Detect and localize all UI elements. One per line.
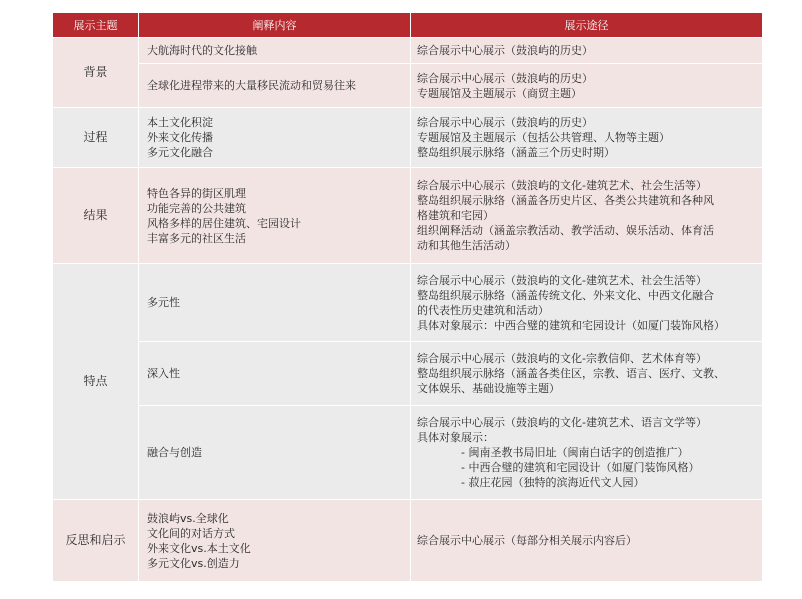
content-line: 风格多样的居住建筑、宅园设计	[147, 216, 301, 230]
channel-cell	[411, 500, 763, 582]
table-row	[53, 108, 763, 168]
channel-line: 格建筑和宅园）	[417, 209, 494, 222]
channel-line: 综合展示中心展示（每部分相关展示内容后）	[417, 534, 637, 547]
channel-line: 动和其他生活活动）	[417, 239, 516, 252]
header-channel: 展示途径	[411, 13, 763, 38]
content-line: 本土文化积淀	[147, 116, 213, 129]
content-cell	[139, 342, 411, 406]
theme-cell: 特点	[53, 264, 139, 500]
table-row	[53, 500, 763, 582]
channel-line: 综合展示中心展示（鼓浪屿的文化-建筑艺术、社会生活等）	[417, 273, 707, 287]
channel-bullet: - 菽庄花园（独特的滨海近代文人园）	[461, 476, 645, 489]
channel-line: 综合展示中心展示（鼓浪屿的文化-宗教信仰、艺术体育等）	[417, 352, 707, 365]
channel-bullet: - 中西合璧的建筑和宅园设计（如厦门装饰风格）	[461, 461, 700, 474]
content-cell	[139, 108, 411, 168]
channel-line: 整岛组织展示脉络（涵盖传统文化、外来文化、中西文化融合	[417, 288, 714, 302]
content-line: 外来文化vs.本土文化	[147, 541, 251, 555]
channel-line: 专题展馆及主题展示（包括公共管理、人物等主题）	[417, 131, 670, 144]
exhibition-theme-table	[52, 12, 763, 582]
channel-line: 文体娱乐、基础设施等主题）	[417, 382, 560, 395]
channel-line: 综合展示中心展示（鼓浪屿的历史）	[417, 71, 593, 85]
channel-line: 综合展示中心展示（鼓浪屿的文化-建筑艺术、社会生活等）	[417, 179, 707, 192]
channel-cell	[411, 342, 763, 406]
content-line: 外来文化传播	[147, 131, 213, 144]
table-row	[53, 406, 763, 500]
channel-cell	[411, 168, 763, 264]
table-row	[53, 264, 763, 342]
content-cell	[139, 500, 411, 582]
table-row	[53, 64, 763, 108]
channel-cell	[411, 406, 763, 500]
content-line: 丰富多元的社区生活	[147, 231, 246, 245]
channel-line: 具体对象展示：中西合璧的建筑和宅园设计（如厦门装饰风格）	[417, 318, 725, 332]
channel-line: 具体对象展示：	[417, 431, 494, 444]
theme-cell: 结果	[53, 168, 139, 264]
content-line: 特色各异的街区肌理	[147, 186, 246, 200]
channel-cell	[411, 108, 763, 168]
content-line: 文化间的对话方式	[147, 526, 235, 540]
header-theme: 展示主题	[53, 13, 139, 38]
channel-cell	[411, 64, 763, 108]
channel-line: 综合展示中心展示（鼓浪屿的历史）	[417, 116, 593, 129]
content-line: 深入性	[147, 367, 180, 380]
table-row	[53, 342, 763, 406]
channel-line: 整岛组织展示脉络（涵盖各历史片区、各类公共建筑和各种风	[417, 194, 714, 207]
content-line: 功能完善的公共建筑	[147, 201, 246, 215]
content-cell	[139, 168, 411, 264]
content-line: 大航海时代的文化接触	[147, 44, 257, 57]
channel-line: 的代表性历史建筑和活动）	[417, 303, 549, 317]
content-cell	[139, 264, 411, 342]
table-row	[53, 168, 763, 264]
channel-line: 组织阐释活动（涵盖宗教活动、教学活动、娱乐活动、体育活	[417, 224, 714, 237]
channel-line: 整岛组织展示脉络（涵盖三个历史时期）	[417, 146, 615, 159]
header-row	[53, 13, 763, 38]
channel-cell	[411, 38, 763, 64]
content-line: 融合与创造	[147, 446, 202, 459]
theme-cell: 过程	[53, 108, 139, 168]
channel-cell	[411, 264, 763, 342]
content-line: 多元性	[147, 296, 180, 309]
theme-cell: 背景	[53, 38, 139, 108]
content-line: 多元文化vs.创造力	[147, 556, 240, 570]
content-cell	[139, 38, 411, 64]
table-container	[52, 12, 762, 586]
theme-cell: 反思和启示	[53, 500, 139, 582]
channel-line: 综合展示中心展示（鼓浪屿的文化-建筑艺术、语言文学等）	[417, 416, 707, 429]
channel-line: 整岛组织展示脉络（涵盖各类住区，宗教、语言、医疗、文教、	[417, 367, 725, 380]
channel-line: 综合展示中心展示（鼓浪屿的历史）	[417, 44, 593, 57]
channel-line: 专题展馆及主题展示（商贸主题）	[417, 86, 582, 100]
content-line: 鼓浪屿vs.全球化	[147, 511, 229, 525]
content-line: 多元文化融合	[147, 146, 213, 159]
content-cell	[139, 406, 411, 500]
table-row	[53, 38, 763, 64]
channel-bullet: - 闽南圣教书局旧址（闽南白话字的创造推广）	[461, 446, 689, 459]
header-content: 阐释内容	[139, 13, 411, 38]
content-line: 全球化进程带来的大量移民流动和贸易往来	[147, 79, 356, 92]
content-cell	[139, 64, 411, 108]
